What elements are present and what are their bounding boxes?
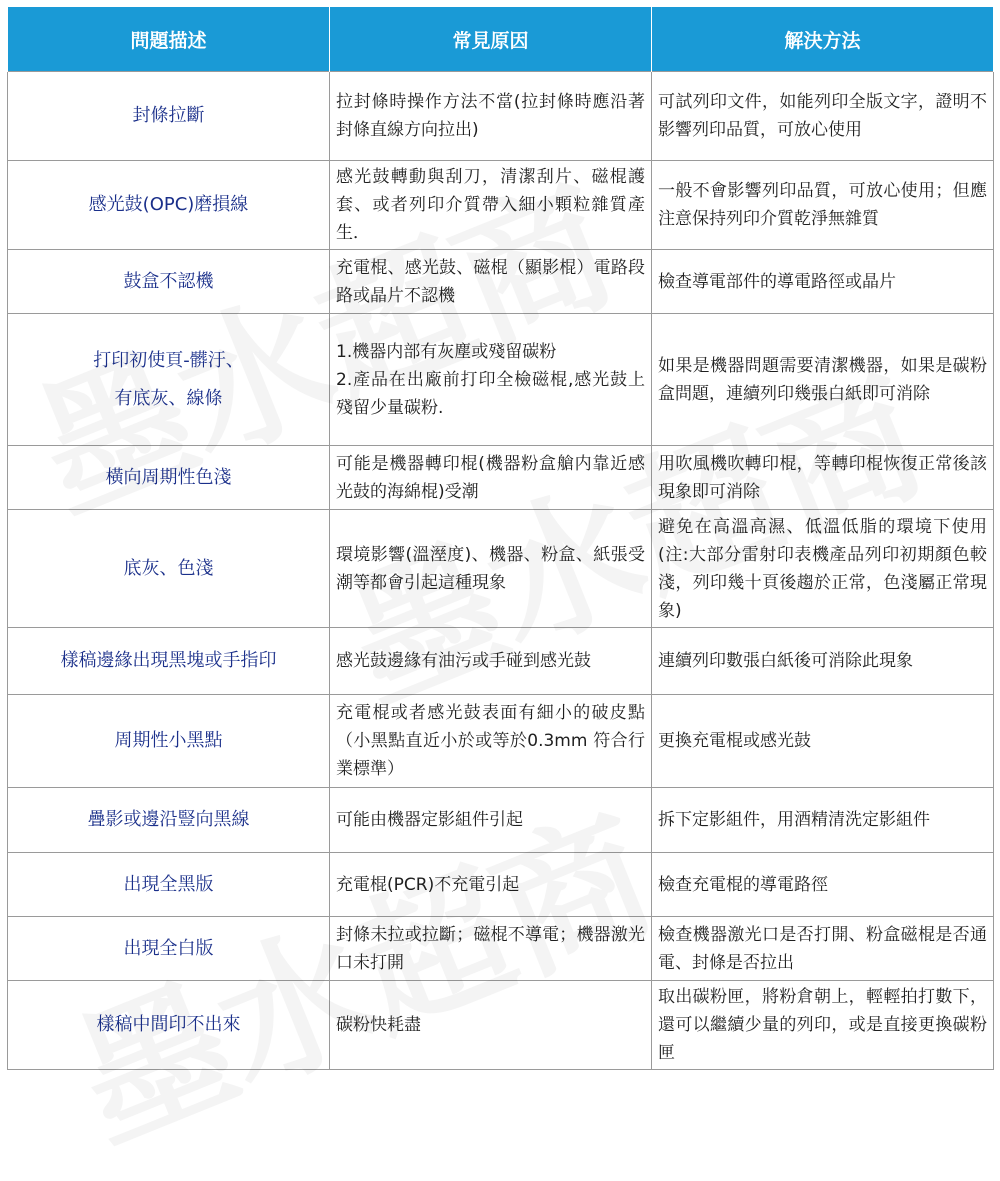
cause-cell: 環境影響(溫溼度)、機器、粉盒、紙張受潮等都會引起這種現象: [330, 510, 652, 628]
table-row: [8, 161, 994, 250]
issue-cell: 疊影或邊沿豎向黑線: [8, 788, 330, 853]
cause-cell: 感光鼓轉動與刮刀，清潔刮片、磁棍護套、或者列印介質帶入細小顆粒雜質產生．: [330, 161, 652, 250]
table-row: [8, 510, 994, 628]
cause-cell: 充電棍或者感光鼓表面有細小的破皮點（小黑點直近小於或等於0.3mm 符合行業標準）: [330, 695, 652, 788]
fix-cell: 檢查導電部件的導電路徑或晶片: [652, 250, 994, 314]
fix-cell: 可試列印文件，如能列印全版文字，證明不影響列印品質，可放心使用: [652, 72, 994, 161]
cause-cell: 碳粉快耗盡: [330, 981, 652, 1070]
header-cause: 常見原因: [330, 7, 652, 72]
cause-cell: 感光鼓邊緣有油污或手碰到感光鼓: [330, 628, 652, 695]
cause-cell: 充電棍、感光鼓、磁棍（顯影棍）電路段路或晶片不認機: [330, 250, 652, 314]
issue-cell: 鼓盒不認機: [8, 250, 330, 314]
issue-cell: 樣稿中間印不出來: [8, 981, 330, 1070]
table-row: [8, 695, 994, 788]
cause-cell: 可能是機器轉印棍(機器粉盒艙内靠近感光鼓的海綿棍)受潮: [330, 446, 652, 510]
issue-cell: 出現全黑版: [8, 853, 330, 917]
fix-cell: 拆下定影組件，用酒精清洗定影組件: [652, 788, 994, 853]
table-row: [8, 72, 994, 161]
issue-cell: 感光鼓(OPC)磨損線: [8, 161, 330, 250]
header-row: [8, 7, 994, 72]
cause-cell: 可能由機器定影組件引起: [330, 788, 652, 853]
table-row: [8, 628, 994, 695]
fix-cell: 更換充電棍或感光鼓: [652, 695, 994, 788]
issue-cell: 出現全白版: [8, 917, 330, 981]
table-row: [8, 917, 994, 981]
table-row: [8, 981, 994, 1070]
cause-cell: 充電棍(PCR)不充電引起: [330, 853, 652, 917]
issue-cell: 封條拉斷: [8, 72, 330, 161]
fix-cell: 檢查充電棍的導電路徑: [652, 853, 994, 917]
issue-line: 打印初使頁-髒汙、: [93, 349, 244, 371]
table-row: [8, 446, 994, 510]
issue-line: 有底灰、線條: [114, 387, 223, 409]
fix-cell: 連續列印數張白紙後可消除此現象: [652, 628, 994, 695]
table-row: [8, 314, 994, 446]
fix-cell: 用吹風機吹轉印棍，等轉印棍恢復正常後該現象即可消除: [652, 446, 994, 510]
table-row: [8, 853, 994, 917]
cause-cell: 封條未拉或拉斷；磁棍不導電；機器激光口未打開: [330, 917, 652, 981]
header-fix: 解決方法: [652, 7, 994, 72]
issue-cell: 周期性小黑點: [8, 695, 330, 788]
fix-cell: 避免在高溫高濕、低溫低脂的環境下使用(注:大部分雷射印表機產品列印初期顏色較淺，列印幾十頁後趨於正常，色淺屬正常現象): [652, 510, 994, 628]
table-row: [8, 788, 994, 853]
cause-cell: 拉封條時操作方法不當(拉封條時應沿著封條直線方向拉出): [330, 72, 652, 161]
fix-cell: 取出碳粉匣，將粉倉朝上，輕輕拍打數下，還可以繼續少量的列印，或是直接更換碳粉匣: [652, 981, 994, 1070]
issue-cell: 底灰、色淺: [8, 510, 330, 628]
cause-cell: 1.機器内部有灰塵或殘留碳粉 2.產品在出廠前打印全檢磁棍,感光鼓上殘留少量碳粉.: [330, 314, 652, 446]
header-issue: 問題描述: [8, 7, 330, 72]
issue-cell: [8, 314, 330, 446]
troubleshooting-table: [7, 7, 994, 1070]
fix-cell: 如果是機器問題需要清潔機器，如果是碳粉盒問題，連續列印幾張白紙即可消除: [652, 314, 994, 446]
fix-cell: 檢查機器激光口是否打開、粉盒磁棍是否通電、封條是否拉出: [652, 917, 994, 981]
fix-cell: 一般不會影響列印品質，可放心使用；但應注意保持列印介質乾淨無雜質: [652, 161, 994, 250]
issue-cell: 橫向周期性色淺: [8, 446, 330, 510]
issue-cell: 樣稿邊緣出現黑塊或手指印: [8, 628, 330, 695]
table-row: [8, 250, 994, 314]
